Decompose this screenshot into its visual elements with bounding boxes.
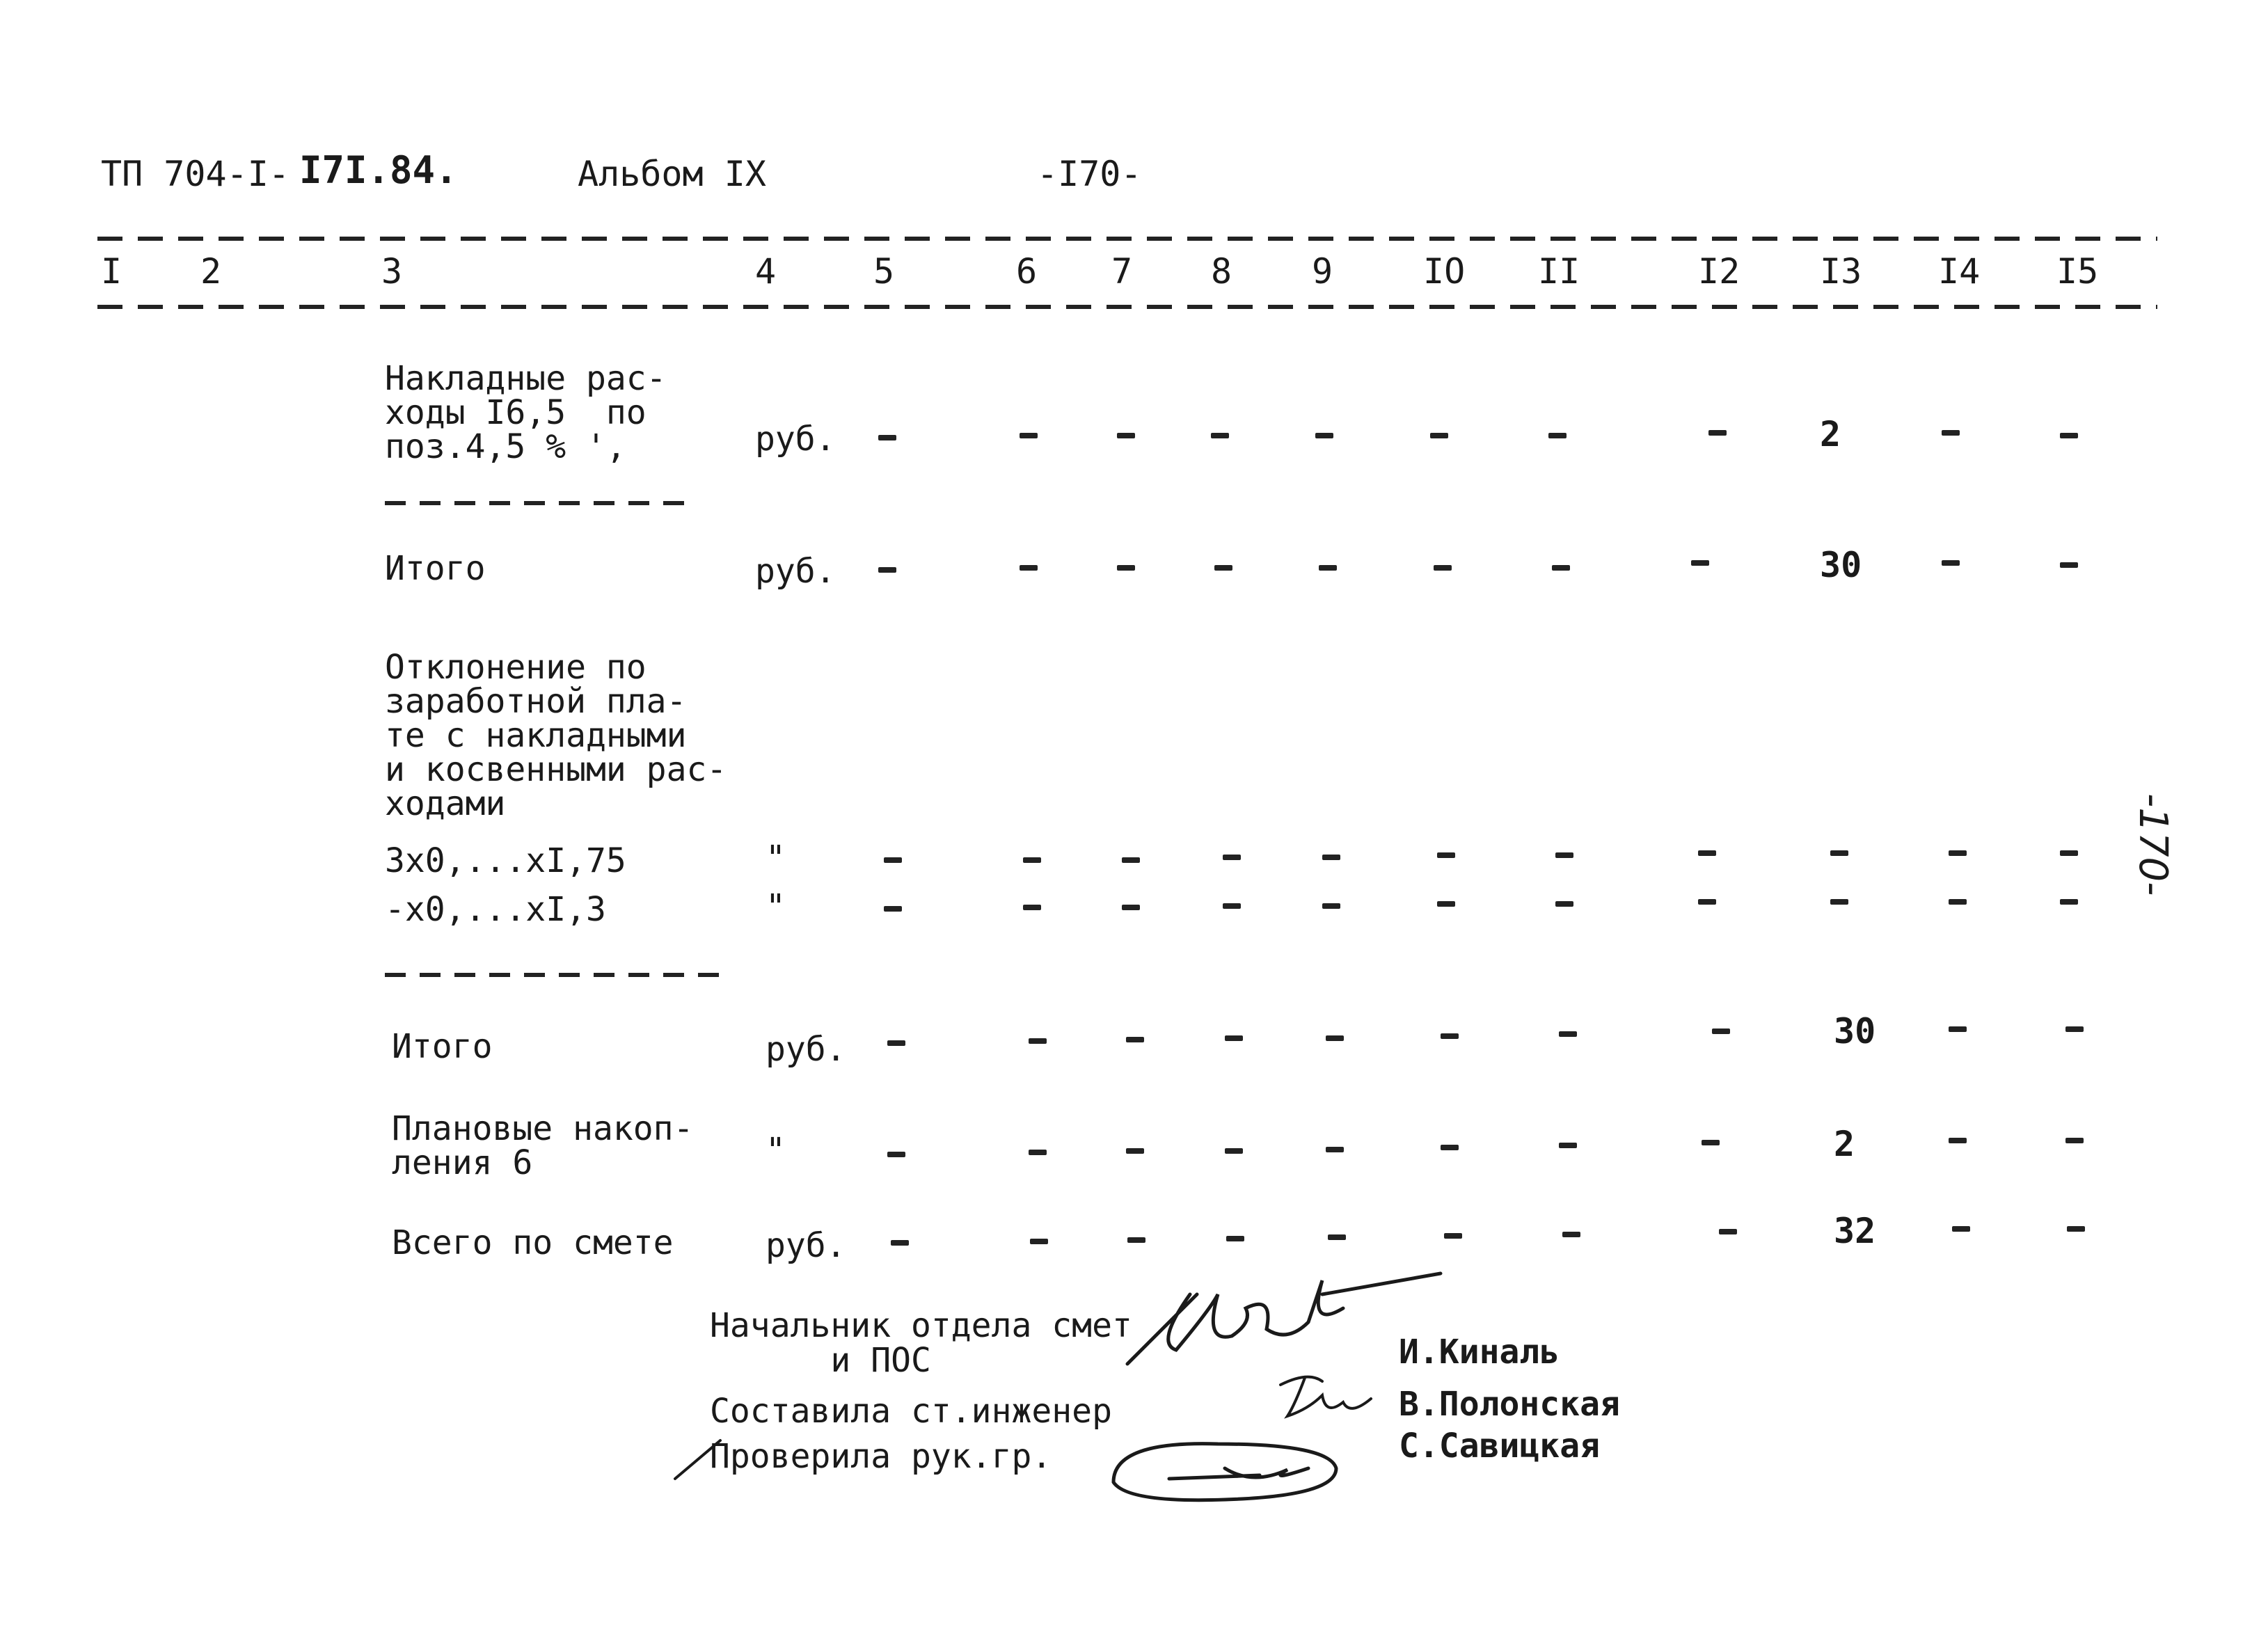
empty-cell-dash (1437, 901, 1455, 907)
row-grand-total-unit: руб. (766, 1226, 846, 1265)
empty-cell-dash (1126, 1148, 1144, 1154)
empty-cell-dash (1444, 1233, 1462, 1239)
empty-cell-dash (2060, 433, 2078, 438)
col-num-2: 2 (200, 251, 222, 292)
empty-cell-dash (2067, 1226, 2085, 1232)
empty-cell-dash (1942, 430, 1960, 436)
empty-cell-dash (1830, 850, 1848, 856)
page-number: -I70- (1037, 154, 1142, 194)
col-num-1: I (101, 251, 122, 292)
col-num-10: IO (1423, 251, 1466, 292)
empty-cell-dash (1020, 565, 1038, 571)
row-total-2-unit: руб. (766, 1030, 846, 1069)
empty-cell-dash (1315, 433, 1333, 438)
empty-cell-dash (1949, 1138, 1967, 1143)
empty-cell-dash (884, 906, 902, 912)
row-total-2-col13: 30 (1834, 1011, 1876, 1051)
col-num-8: 8 (1211, 251, 1232, 292)
signature-savitskaya (1100, 1427, 1350, 1510)
header-rule-top (97, 237, 2157, 241)
empty-cell-dash (884, 857, 902, 863)
col-num-15: I5 (2056, 251, 2099, 292)
row-overheads-unit: руб. (755, 420, 836, 459)
empty-cell-dash (878, 567, 896, 573)
empty-cell-dash (1326, 1035, 1344, 1041)
row-coef-2-unit: " (766, 887, 786, 926)
signature-polonskaya (1267, 1367, 1392, 1430)
separator-2 (385, 973, 733, 977)
checked-by-name: С.Савицкая (1399, 1427, 1600, 1466)
doc-number: I7I.84. (299, 148, 458, 192)
row-total-2-label: Итого (392, 1027, 493, 1066)
compiled-by-title: Составила ст.инженер (710, 1392, 1112, 1431)
col-num-14: I4 (1938, 251, 1981, 292)
row-coef-1-label: 3x0,...xI,75 (385, 841, 626, 880)
row-total-1-label: Итого (385, 549, 486, 588)
empty-cell-dash (2065, 1138, 2084, 1143)
empty-cell-dash (1691, 560, 1709, 566)
empty-cell-dash (1122, 857, 1140, 863)
empty-cell-dash (1223, 855, 1241, 860)
empty-cell-dash (1949, 850, 1967, 856)
empty-cell-dash (1719, 1229, 1737, 1234)
row-coef-2-label: -x0,...xI,3 (385, 890, 606, 929)
empty-cell-dash (1952, 1226, 1970, 1232)
empty-cell-dash (1830, 899, 1848, 905)
empty-cell-dash (891, 1240, 909, 1246)
empty-cell-dash (887, 1152, 905, 1157)
col-num-3: 3 (381, 251, 403, 292)
row-deviation-label: Отклонение по заработной пла- те с накладными и косвенными рас- ходами (385, 648, 727, 823)
empty-cell-dash (1127, 1237, 1145, 1243)
col-num-6: 6 (1016, 251, 1038, 292)
empty-cell-dash (2060, 850, 2078, 856)
row-planned-col13: 2 (1834, 1124, 1855, 1164)
empty-cell-dash (1223, 903, 1241, 909)
svg-text:-170-: -170- (2130, 793, 2175, 896)
empty-cell-dash (1949, 899, 1967, 905)
row-total-1-col13: 30 (1820, 545, 1862, 585)
empty-cell-dash (1029, 1150, 1047, 1155)
compiled-by-name: В.Полонская (1399, 1385, 1620, 1424)
row-coef-1-unit: " (766, 839, 786, 877)
row-total-1-unit: руб. (755, 552, 836, 591)
col-num-11: II (1538, 251, 1580, 292)
empty-cell-dash (1559, 1143, 1577, 1148)
empty-cell-dash (878, 435, 896, 440)
col-num-5: 5 (873, 251, 895, 292)
empty-cell-dash (1555, 901, 1573, 907)
row-overheads-col13: 2 (1820, 414, 1841, 454)
separator-1 (385, 501, 684, 505)
empty-cell-dash (1548, 433, 1567, 438)
empty-cell-dash (1441, 1033, 1459, 1039)
checkmark-stroke (672, 1433, 727, 1482)
empty-cell-dash (1214, 565, 1232, 571)
empty-cell-dash (1441, 1145, 1459, 1150)
empty-cell-dash (1698, 850, 1716, 856)
row-grand-total-col13: 32 (1834, 1211, 1876, 1251)
empty-cell-dash (2060, 562, 2078, 568)
empty-cell-dash (1319, 565, 1337, 571)
empty-cell-dash (1023, 857, 1041, 863)
header-rule-bottom (97, 305, 2157, 309)
empty-cell-dash (1326, 1147, 1344, 1152)
empty-cell-dash (1702, 1140, 1720, 1145)
empty-cell-dash (1552, 565, 1570, 571)
empty-cell-dash (1225, 1148, 1243, 1154)
row-overheads-label: Накладные рас- ходы I6,5 по поз.4,5 % ', (385, 359, 667, 466)
empty-cell-dash (1030, 1239, 1048, 1244)
empty-cell-dash (1708, 430, 1727, 436)
empty-cell-dash (1023, 905, 1041, 910)
empty-cell-dash (1117, 565, 1135, 571)
doc-code: ТП 704-I- (101, 154, 290, 194)
col-num-13: I3 (1820, 251, 1862, 292)
head-of-department-name: И.Киналь (1399, 1333, 1560, 1372)
empty-cell-dash (2065, 1026, 2084, 1032)
empty-cell-dash (1029, 1038, 1047, 1044)
empty-cell-dash (1555, 852, 1573, 858)
row-planned-unit: " (766, 1131, 786, 1170)
empty-cell-dash (1430, 433, 1448, 438)
head-of-department-title: Начальник отдела смет и ПОС (710, 1306, 1132, 1381)
empty-cell-dash (1434, 565, 1452, 571)
empty-cell-dash (1942, 560, 1960, 566)
col-num-12: I2 (1698, 251, 1740, 292)
empty-cell-dash (1949, 1026, 1967, 1032)
empty-cell-dash (1226, 1236, 1244, 1241)
signature-kinal (1113, 1266, 1475, 1378)
empty-cell-dash (1322, 855, 1340, 860)
checked-by-title: Проверила рук.гр. (710, 1437, 1052, 1476)
empty-cell-dash (1122, 905, 1140, 910)
empty-cell-dash (1225, 1035, 1243, 1041)
empty-cell-dash (1322, 903, 1340, 909)
empty-cell-dash (1211, 433, 1229, 438)
empty-cell-dash (1698, 899, 1716, 905)
empty-cell-dash (1562, 1232, 1580, 1237)
col-num-4: 4 (755, 251, 777, 292)
row-planned-label: Плановые накоп- ления 6 (392, 1109, 694, 1182)
empty-cell-dash (1020, 433, 1038, 438)
row-grand-total-label: Всего по смете (392, 1223, 674, 1262)
col-num-9: 9 (1312, 251, 1333, 292)
empty-cell-dash (1328, 1234, 1346, 1240)
empty-cell-dash (1712, 1028, 1730, 1034)
album-label: Альбом IX (578, 154, 766, 194)
empty-cell-dash (1117, 433, 1135, 438)
empty-cell-dash (2060, 899, 2078, 905)
empty-cell-dash (1437, 852, 1455, 858)
empty-cell-dash (887, 1040, 905, 1046)
empty-cell-dash (1126, 1037, 1144, 1042)
col-num-7: 7 (1111, 251, 1133, 292)
side-page-mark (2102, 790, 2213, 950)
empty-cell-dash (1559, 1031, 1577, 1037)
